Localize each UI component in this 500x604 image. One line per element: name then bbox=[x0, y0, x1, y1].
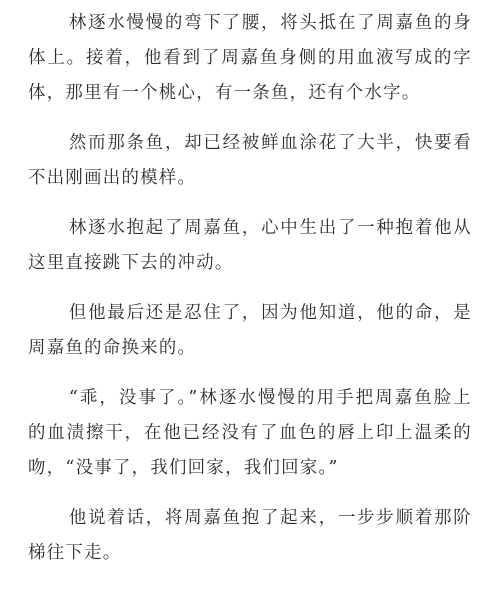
paragraph-1: 林逐水慢慢的弯下了腰，将头抵在了周嘉鱼的身体上。接着，他看到了周嘉鱼身侧的用血液写成的字体，那里有一个桃心，有一条鱼，还有个水字。 bbox=[28, 13, 472, 103]
paragraph-6: 他说着话，将周嘉鱼抱了起来，一步步顺着那阶梯往下走。 bbox=[28, 508, 472, 563]
paragraph-3: 林逐水抱起了周嘉鱼，心中生出了一种抱着他从这里直接跳下去的冲动。 bbox=[28, 218, 472, 273]
paragraph-5: “乖，没事了。”林逐水慢慢的用手把周嘉鱼脸上的血渍擦干，在他已经没有了血色的唇上印上温柔的吻，“没事了，我们回家，我们回家。” bbox=[28, 388, 472, 478]
paragraph-2: 然而那条鱼，却已经被鲜血涂花了大半，快要看不出刚画出的模样。 bbox=[28, 133, 472, 188]
paragraph-4: 但他最后还是忍住了，因为他知道，他的命，是周嘉鱼的命换来的。 bbox=[28, 303, 472, 358]
